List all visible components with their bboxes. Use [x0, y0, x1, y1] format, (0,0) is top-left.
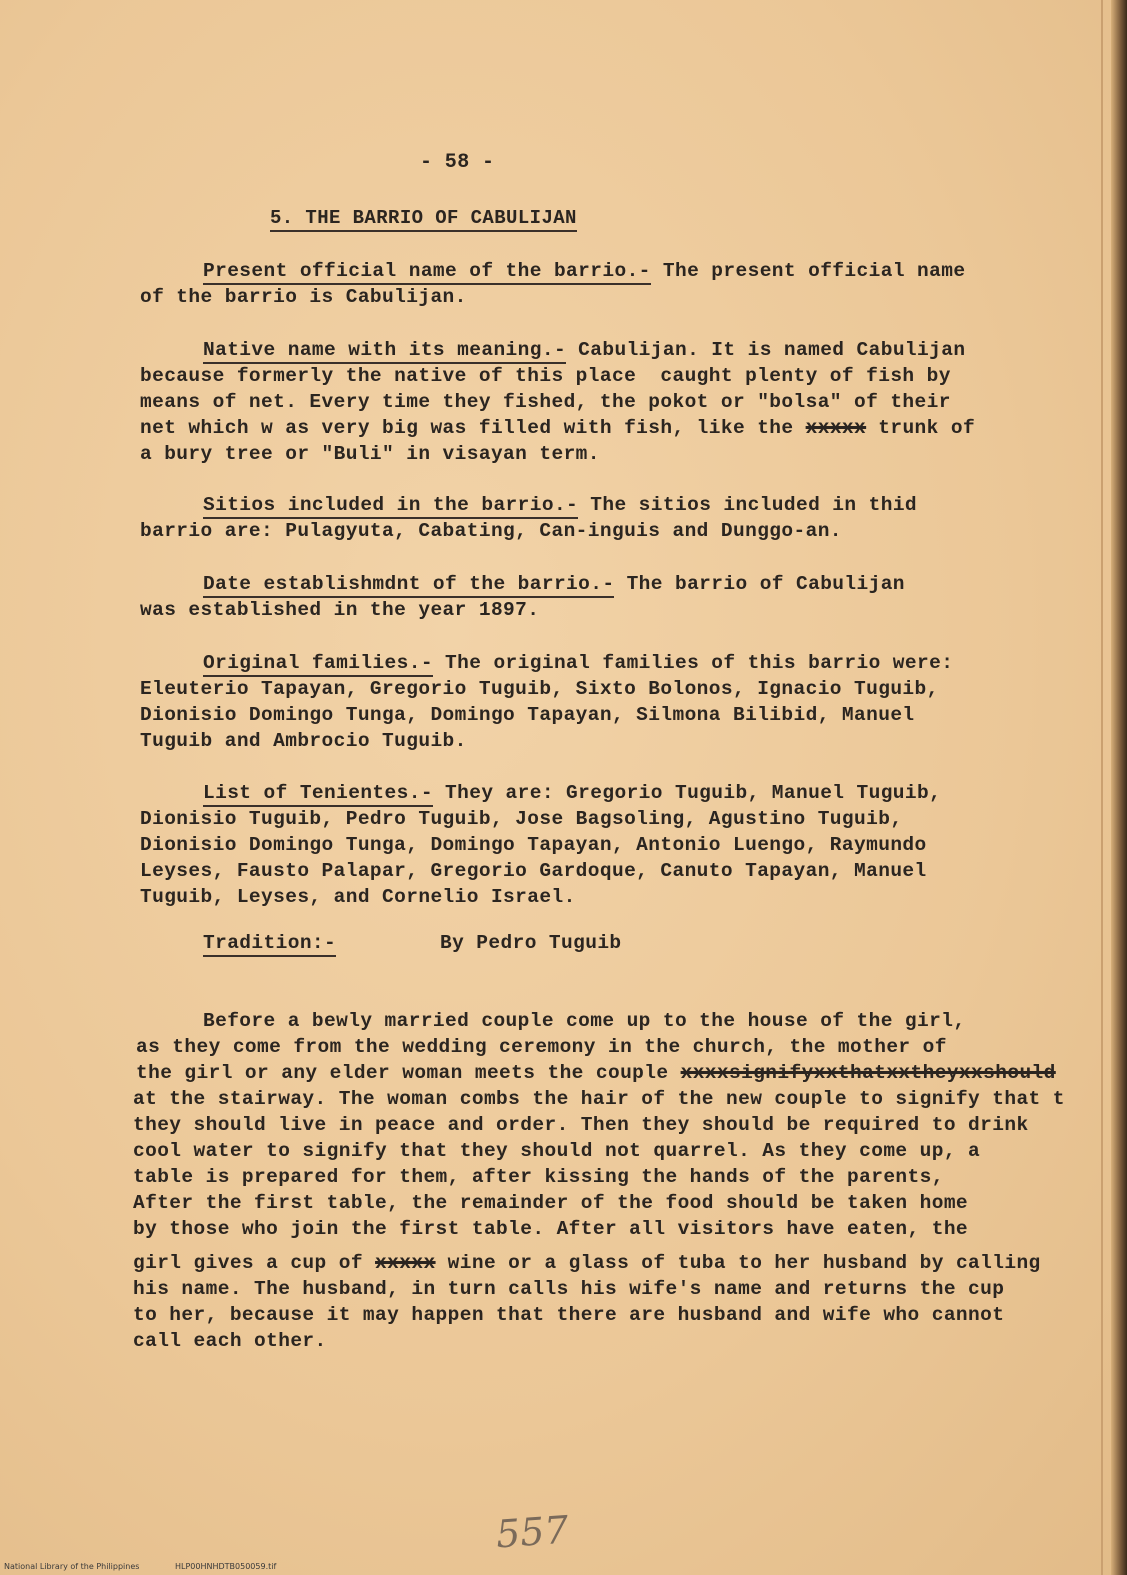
- section-official-name: [203, 258, 965, 284]
- text-segment: girl gives a cup of: [133, 1252, 363, 1274]
- tradition-author: By Pedro Tuguib: [440, 932, 622, 954]
- text-line: [133, 1250, 1041, 1276]
- section-sitios: [203, 492, 917, 518]
- text-segment: the girl or any elder woman meets the couple: [136, 1062, 669, 1084]
- page-edge-line: [1101, 0, 1103, 1575]
- text-line: [136, 1060, 1056, 1086]
- section-original-families: [203, 650, 953, 676]
- text-line: because formerly the native of this place caught plenty of fish by: [140, 365, 951, 387]
- text-line: After the first table, the remainder of the food should be taken home: [133, 1192, 969, 1214]
- text-line: Cabulijan. It is named Cabulijan: [566, 339, 966, 361]
- text-line: Eleuterio Tapayan, Gregorio Tuguib, Sixto Bolonos, Ignacio Tuguib,: [140, 678, 939, 700]
- text-segment: wine or a glass of tuba to her husband by calling: [435, 1252, 1041, 1274]
- text-line: The original families of this barrio were:: [432, 652, 954, 674]
- footer-library: National Library of the Philippines: [4, 1562, 140, 1571]
- text-line: was established in the year 1897.: [140, 599, 540, 621]
- text-line: as they come from the wedding ceremony in the church, the mother of: [136, 1036, 947, 1058]
- heading-sitios: Sitios included in the barrio.-: [203, 494, 578, 519]
- text-line: at the stairway. The woman combs the hair of the new couple to signify that t: [133, 1088, 1065, 1110]
- text-line: means of net. Every time they fished, the pokot or "bolsa" of their: [140, 391, 951, 413]
- text-line: Tuguib, Leyses, and Cornelio Israel.: [140, 886, 576, 908]
- section-tradition: [203, 930, 336, 956]
- title-text: 5. THE BARRIO OF CABULIJAN: [270, 207, 577, 232]
- text-line: barrio are: Pulagyuta, Cabating, Can-inguis and Dunggo-an.: [140, 520, 842, 542]
- text-line: of the barrio is Cabulijan.: [140, 286, 467, 308]
- text-line: The sitios included in thid: [578, 494, 918, 516]
- text-line: Tuguib and Ambrocio Tuguib.: [140, 730, 467, 752]
- page-edge: [1111, 0, 1127, 1575]
- text-line: call each other.: [133, 1330, 327, 1352]
- text-line: cool water to signify that they should not quarrel. As they come up, a: [133, 1140, 981, 1162]
- text-line: They are: Gregorio Tuguib, Manuel Tuguib,: [432, 782, 942, 804]
- struck-word: xxxxx: [805, 417, 867, 439]
- text-line: by those who join the first table. After all visitors have eaten, the: [133, 1218, 969, 1240]
- page-title: [270, 205, 577, 231]
- heading-tenientes: List of Tenientes.-: [203, 782, 433, 807]
- text-line: his name. The husband, in turn calls his wife's name and returns the cup: [133, 1278, 1005, 1300]
- text-line: Dionisio Domingo Tunga, Domingo Tapayan, Silmona Bilibid, Manuel: [140, 704, 915, 726]
- text-line: Dionisio Tuguib, Pedro Tuguib, Jose Bagsoling, Agustino Tuguib,: [140, 808, 903, 830]
- text-line: they should live in peace and order. Then they should be required to drink: [133, 1114, 1029, 1136]
- heading-official-name: Present official name of the barrio.-: [203, 260, 651, 285]
- text-line: The barrio of Cabulijan: [614, 573, 905, 595]
- text-line: [140, 415, 975, 441]
- text-line: The present official name: [650, 260, 966, 282]
- heading-date-established: Date establishmdnt of the barrio.-: [203, 573, 614, 598]
- heading-original-families: Original families.-: [203, 652, 433, 677]
- text-line: a bury tree or "Buli" in visayan term.: [140, 443, 600, 465]
- text-line: table is prepared for them, after kissing the hands of the parents,: [133, 1166, 944, 1188]
- section-native-name: [203, 337, 965, 363]
- struck-word: xxxxx: [375, 1252, 436, 1274]
- section-date-established: [203, 571, 905, 597]
- text-line: Leyses, Fausto Palapar, Gregorio Gardoque, Canuto Tapayan, Manuel: [140, 860, 927, 882]
- heading-tradition: Tradition:-: [203, 932, 336, 957]
- heading-native-name: Native name with its meaning.-: [203, 339, 566, 364]
- footer-filename: HLP00HNHDTB050059.tif: [175, 1562, 277, 1571]
- text-segment: net which w as very big was filled with fish, like the: [140, 417, 794, 439]
- text-line: Dionisio Domingo Tunga, Domingo Tapayan, Antonio Luengo, Raymundo: [140, 834, 927, 856]
- text-segment: trunk of: [866, 417, 976, 439]
- text-line: Before a bewly married couple come up to the house of the girl,: [203, 1010, 966, 1032]
- section-tenientes: [203, 780, 941, 806]
- text-line: to her, because it may happen that there are husband and wife who cannot: [133, 1304, 1005, 1326]
- page-number: - 58 -: [420, 151, 495, 174]
- struck-text: xxxxsignifyxxthatxxtheyxxshould: [680, 1062, 1056, 1084]
- handwritten-page-number: 557: [494, 1507, 570, 1557]
